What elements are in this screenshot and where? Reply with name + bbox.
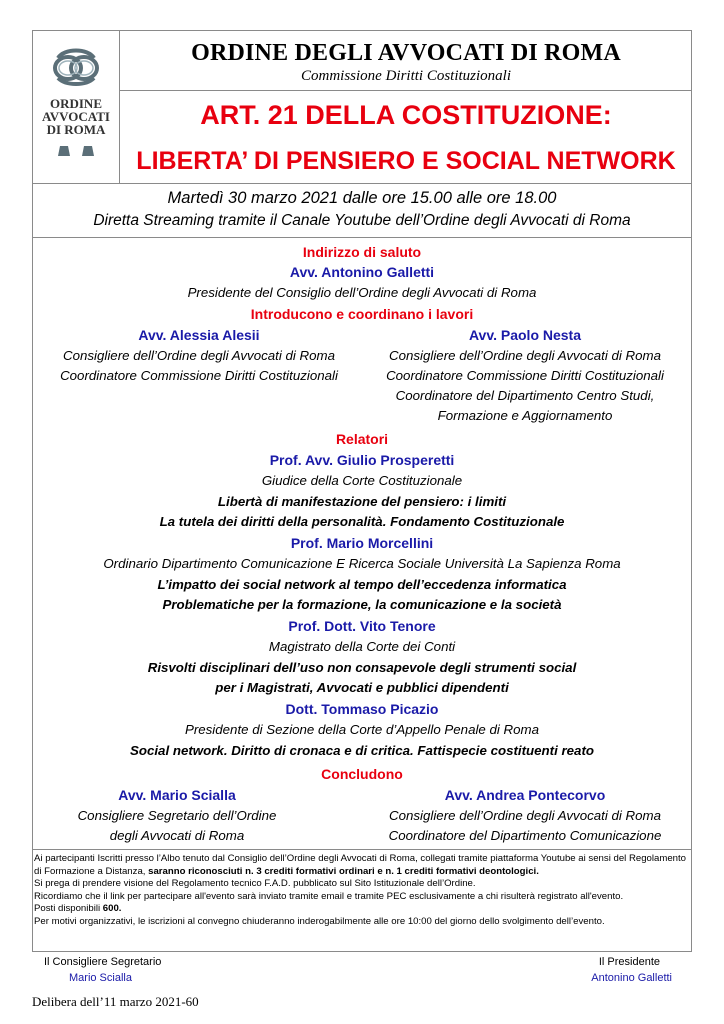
- speaker-name: Prof. Mario Morcellini: [290, 535, 434, 551]
- speaker-role: Presidente di Sezione della Corte d’Appello Penale di Roma: [184, 722, 540, 737]
- note-link: Ricordiamo che il link per partecipare all'evento sarà inviato tramite email e tramite PEC esclusivamente a chi risulterà registrato all'evento.: [34, 890, 624, 902]
- closing-left-role: Consigliere Segretario dell’Ordine degli Avvocati di Roma: [77, 808, 277, 843]
- logo-text: ORDINE AVVOCATI DI ROMA: [42, 96, 110, 137]
- intro-left-name: Avv. Alessia Alesii: [138, 327, 260, 343]
- divider: [32, 849, 692, 850]
- divider: [120, 90, 692, 91]
- closing-right: [360, 787, 690, 846]
- event-streaming: Diretta Streaming tramite il Canale Youtube dell’Ordine degli Avvocati di Roma: [93, 212, 631, 229]
- bell-ornament-icon: [32, 142, 120, 162]
- org-title: ORDINE DEGLI AVVOCATI DI ROMA: [191, 40, 621, 66]
- intro-left-role: Consigliere dell’Ordine degli Avvocati di Roma Coordinatore Commissione Diritti Costituzionali: [60, 348, 338, 383]
- speaker-topic: La tutela dei diritti della personalità. Fondamento Costituzionale: [159, 514, 565, 529]
- intro-left: [34, 327, 364, 386]
- speaker-topic: per i Magistrati, Avvocati e pubblici dipendenti: [215, 680, 509, 695]
- title-block: [120, 30, 692, 183]
- closing-left: [32, 787, 322, 846]
- speaker-topic: Libertà di manifestazione del pensiero: i limiti: [217, 494, 507, 509]
- note-regulation: Si prega di prendere visione del Regolamento tecnico F.A.D. pubblicato sul Sito Istituzionale dell’Ordine.: [34, 878, 476, 890]
- intro-right: [360, 327, 690, 426]
- speaker-role: Magistrato della Corte dei Conti: [268, 639, 456, 654]
- event-subtitle: LIBERTA’ DI PENSIERO E SOCIAL NETWORK: [136, 147, 676, 175]
- knot-emblem-icon: [32, 30, 120, 100]
- delibera: Delibera dell’11 marzo 2021-60: [32, 994, 199, 1009]
- logo: [32, 30, 120, 183]
- speaker-topic: Risvolti disciplinari dell’uso non consapevole degli strumenti social: [147, 660, 577, 675]
- speaker-topic: Problematiche per la formazione, la comunicazione e la società: [162, 597, 562, 612]
- event-date: Martedì 30 marzo 2021 dalle ore 15.00 alle ore 18.00: [167, 189, 557, 207]
- intro-heading: Introducono e coordinano i lavori: [250, 306, 474, 322]
- note-credits: Ai partecipanti Iscritti presso l’Albo tenuto dal Consiglio dell’Ordine degli Avvocati di Roma, collegati tramite piattaforma Youtube ai sensi del Regolamento di Formazione a Distanza, saranno riconosciuti n. 3 crediti formativi ordinari e n. 1 crediti formativi deontologici.: [34, 853, 687, 877]
- speaker-role: Giudice della Corte Costituzionale: [261, 473, 463, 488]
- signature-right: Il Presidente Antonino Galletti: [591, 956, 672, 984]
- closing-right-name: Avv. Andrea Pontecorvo: [444, 787, 606, 803]
- note-seats: Posti disponibili 600.: [34, 903, 122, 915]
- header: [32, 30, 692, 184]
- note-deadline: Per motivi organizzativi, le iscrizioni al convegno chiuderanno inderogabilmente alle ore 10:00 del giorno dello svolgimento dell’evento.: [34, 915, 605, 927]
- speaker-name: Prof. Avv. Giulio Prosperetti: [269, 452, 455, 468]
- greeting-heading: Indirizzo di saluto: [302, 244, 422, 260]
- closing-right-role: Consigliere dell’Ordine degli Avvocati di Roma Coordinatore del Dipartimento Comunicazione: [388, 808, 662, 843]
- greeting-role: Presidente del Consiglio dell’Ordine degli Avvocati di Roma: [187, 285, 537, 300]
- speaker-topic: L’impatto dei social network al tempo dell’eccedenza informatica: [157, 577, 567, 592]
- signature-left: Il Consigliere Segretario Mario Scialla: [44, 956, 162, 984]
- closing-heading: Concludono: [321, 766, 403, 782]
- event-title: ART. 21 DELLA COSTITUZIONE:: [200, 100, 612, 130]
- footer-notes: [34, 853, 688, 929]
- intro-right-name: Avv. Paolo Nesta: [468, 327, 582, 343]
- event-info: [32, 184, 692, 238]
- org-subtitle: Commissione Diritti Costituzionali: [300, 68, 512, 84]
- speaker-name: Prof. Dott. Vito Tenore: [288, 618, 436, 634]
- greeting-name: Avv. Antonino Galletti: [289, 264, 435, 280]
- closing-left-name: Avv. Mario Scialla: [118, 787, 236, 803]
- speakers-heading: Relatori: [335, 431, 389, 447]
- speaker-topic: Social network. Diritto di cronaca e di critica. Fattispecie costituenti reato: [129, 743, 595, 758]
- intro-right-role: Consigliere dell’Ordine degli Avvocati di Roma Coordinatore Commissione Diritti Costituzionali Coordinatore del Dipartimento Centro Studi, Formazione e Aggiornamento: [386, 348, 664, 423]
- speaker-name: Dott. Tommaso Picazio: [285, 701, 439, 717]
- speaker-role: Ordinario Dipartimento Comunicazione E Ricerca Sociale Università La Sapienza Roma: [103, 556, 621, 571]
